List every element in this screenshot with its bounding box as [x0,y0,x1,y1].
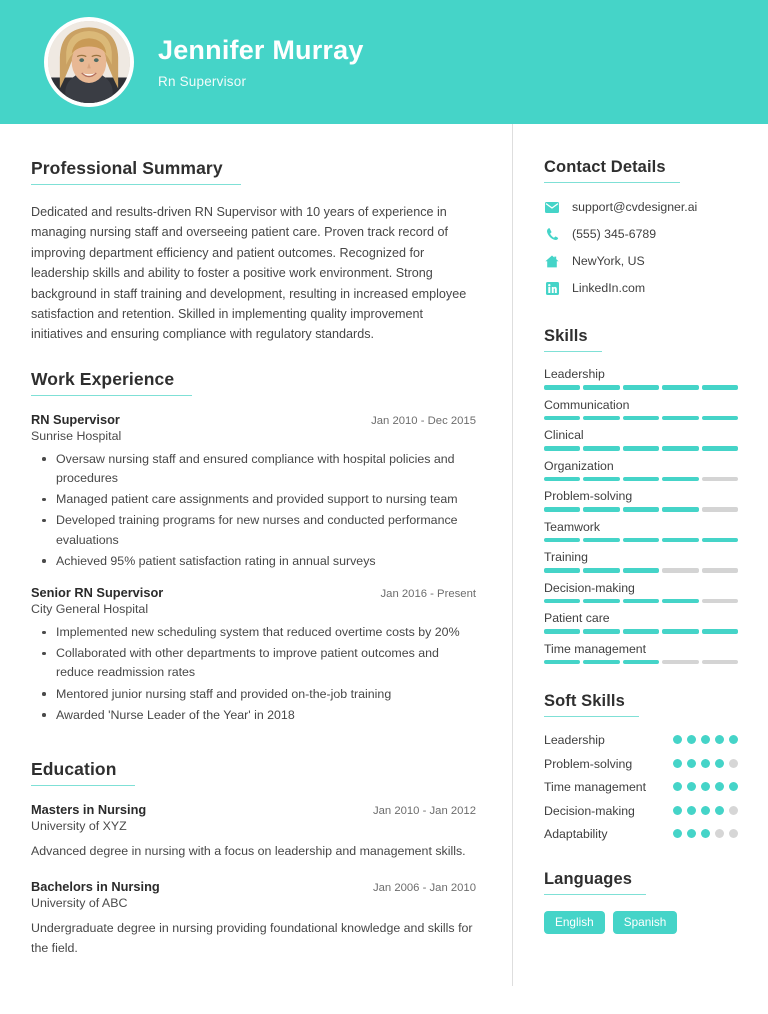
education-entry-organization: University of XYZ [31,819,127,834]
skill-segment [623,538,659,543]
work-entry-organization: Sunrise Hospital [31,428,122,443]
contact-value: support@cvdesigner.ai [572,200,698,214]
soft-skill-name: Time management [544,780,647,795]
education-entry-header [31,879,476,894]
rating-dot [687,782,696,791]
list-item: Oversaw nursing staff and ensured compliance with hospital policies and procedures [56,450,476,488]
skill-row [544,550,738,573]
work-entry-bullets [31,450,476,571]
rating-dot [715,806,724,815]
rating-dot [729,829,738,838]
work-entry [31,412,476,571]
work-entry-bullets [31,623,476,725]
rating-dot [687,759,696,768]
soft-skill-row [544,756,738,773]
rating-dot [701,782,710,791]
linkedin-icon [544,280,560,296]
work-entry-title: Senior RN Supervisor [31,585,164,601]
spacer [544,672,738,692]
skill-segment [702,660,738,665]
skill-row [544,459,738,482]
skill-name: Communication [544,397,630,412]
envelope-icon [544,199,560,215]
full-name: Jennifer Murray [158,35,364,66]
skill-level-bar [544,568,738,573]
soft-skill-name: Decision-making [544,803,635,818]
rating-dot [673,806,682,815]
skill-segment [544,660,580,665]
skill-level-bar [544,538,738,543]
contact-item-linkedin[interactable] [544,280,738,296]
soft-skill-rating [673,756,738,768]
rating-dot [701,759,710,768]
list-item: Achieved 95% patient satisfaction rating in annual surveys [56,552,476,571]
contact-item-phone[interactable] [544,226,738,242]
skill-name: Decision-making [544,580,635,595]
skill-segment [544,629,580,634]
soft-skill-rating [673,826,738,838]
rating-dot [729,735,738,744]
section-contact-details [544,158,738,296]
rating-dot [687,829,696,838]
section-heading-languages: Languages [544,870,646,895]
skill-segment [544,599,580,604]
soft-skill-rating [673,779,738,791]
skill-level-bar [544,416,738,421]
rating-dot [729,759,738,768]
skill-segment [662,538,698,543]
skill-segment [662,385,698,390]
skill-segment [583,538,619,543]
soft-skill-rating [673,732,738,744]
skill-level-bar [544,507,738,512]
education-entry [31,802,476,861]
skill-segment [544,507,580,512]
skill-segment [702,446,738,451]
skill-segment [544,385,580,390]
section-heading-summary: Professional Summary [31,158,241,185]
skill-row [544,398,738,421]
skill-segment [662,660,698,665]
skill-segment [702,416,738,421]
profile-photo [48,21,130,103]
skill-segment [662,477,698,482]
soft-skill-row [544,826,738,843]
soft-skill-row [544,803,738,820]
resume-body [0,124,768,1014]
skill-segment [702,629,738,634]
section-soft-skills [544,692,738,843]
education-entry-title: Masters in Nursing [31,802,147,818]
languages-list [544,911,738,934]
rating-dot [701,735,710,744]
skills-list [544,367,738,664]
skill-segment [583,385,619,390]
rating-dot [729,806,738,815]
section-professional-summary [31,158,476,345]
rating-dot [673,829,682,838]
skill-segment [702,538,738,543]
resume-header [0,0,768,124]
skill-segment [583,599,619,604]
rating-dot [715,829,724,838]
rating-dot [687,806,696,815]
skill-row [544,581,738,604]
skill-level-bar [544,660,738,665]
skill-segment [702,507,738,512]
rating-dot [673,735,682,744]
skill-level-bar [544,629,738,634]
skill-segment [583,477,619,482]
soft-skill-name: Adaptability [544,827,608,842]
skill-segment [702,568,738,573]
spacer [31,345,476,369]
skill-row [544,428,738,451]
education-entry-header [31,802,476,817]
rating-dot [701,829,710,838]
skill-segment [702,385,738,390]
work-entry-title: RN Supervisor [31,411,120,427]
skill-segment [662,416,698,421]
skill-segment [544,568,580,573]
soft-skill-row [544,732,738,749]
skill-segment [662,568,698,573]
skill-segment [544,477,580,482]
skill-name: Patient care [544,611,610,625]
skill-segment [583,416,619,421]
job-title: Rn Supervisor [158,73,247,89]
work-entry-header [31,412,476,427]
section-heading-skills: Skills [544,327,602,352]
list-item: Managed patient care assignments and provided support to nursing team [56,490,476,509]
work-entry [31,585,476,725]
language-chip: English [544,911,605,934]
education-entry-organization: University of ABC [31,896,128,911]
rating-dot [687,735,696,744]
soft-skill-rating [673,803,738,815]
soft-skill-row [544,779,738,796]
skill-segment [583,568,619,573]
contact-item-email[interactable] [544,199,738,215]
spacer [544,850,738,870]
spacer [31,739,476,759]
skill-segment [544,416,580,421]
profile-photo-icon [48,21,130,103]
section-languages [544,870,738,934]
section-heading-education: Education [31,759,135,786]
skill-name: Organization [544,458,614,473]
list-item: Developed training programs for new nurses and conducted performance evaluations [56,511,476,549]
column-divider [512,124,513,986]
skill-segment [702,599,738,604]
education-entries [31,802,476,958]
section-skills [544,327,738,664]
skill-name: Problem-solving [544,489,633,503]
contact-value: (555) 345-6789 [572,227,657,241]
skill-segment [583,446,619,451]
skill-row [544,489,738,512]
sidebar-column [512,124,768,1014]
section-heading-soft-skills: Soft Skills [544,692,639,717]
contact-item-location[interactable] [544,253,738,269]
skill-segment [544,538,580,543]
section-heading-contact: Contact Details [544,158,680,183]
work-entries [31,412,476,725]
skill-segment [662,629,698,634]
education-entry-description: Advanced degree in nursing with a focus on leadership and management skills. [31,844,466,859]
skill-segment [623,599,659,604]
rating-dot [715,782,724,791]
soft-skill-name: Problem-solving [544,756,633,771]
skill-segment [583,507,619,512]
list-item: Awarded 'Nurse Leader of the Year' in 2018 [56,706,476,725]
skill-segment [662,507,698,512]
list-item: Implemented new scheduling system that reduced overtime costs by 20% [56,623,476,642]
skill-name: Time management [544,641,647,656]
education-entry-date: Jan 2010 - Jan 2012 [372,805,476,818]
skill-segment [662,446,698,451]
skill-row [544,611,738,634]
phone-icon [544,226,560,242]
skill-level-bar [544,477,738,482]
work-entry-header [31,585,476,600]
skill-level-bar [544,599,738,604]
skill-segment [623,660,659,665]
skill-segment [623,507,659,512]
skill-name: Training [544,550,588,564]
contact-value: NewYork, US [572,254,645,268]
section-education [31,759,476,958]
skill-level-bar [544,446,738,451]
contact-value: LinkedIn.com [572,281,646,295]
section-heading-work: Work Experience [31,369,192,396]
skill-name: Leadership [544,367,605,381]
skill-segment [623,568,659,573]
home-icon [544,253,560,269]
skill-segment [583,629,619,634]
work-entry-date: Jan 2010 - Dec 2015 [371,414,476,427]
skill-name: Teamwork [544,519,601,534]
skill-level-bar [544,385,738,390]
skill-name: Clinical [544,428,584,442]
header-text [158,35,364,88]
section-work-experience [31,369,476,725]
skill-row [544,642,738,665]
soft-skill-name: Leadership [544,733,605,747]
work-entry-organization: City General Hospital [31,602,149,617]
skill-segment [623,385,659,390]
rating-dot [673,759,682,768]
skill-segment [583,660,619,665]
skill-segment [623,416,659,421]
skill-segment [623,446,659,451]
list-item: Collaborated with other departments to improve patient outcomes and reduce readmission rates [56,644,476,682]
education-entry [31,879,476,958]
skill-segment [544,446,580,451]
skill-segment [662,599,698,604]
work-entry-date: Jan 2016 - Present [380,588,476,601]
education-entry-description: Undergraduate degree in nursing providing foundational knowledge and skills for the field. [31,921,473,955]
summary-text: Dedicated and results-driven RN Supervisor with 10 years of experience in managing nursing staff and overseeing patient care. Proven track record of improving department efficiency and patient outcomes. Recognized for leadership skills and ability to foster a positive work environment. Strong background in staff training and development, resulting in increased employee satisfaction and retention. Skilled in implementing quality improvement initiatives and ensuring compliance with regulatory standards. [31,205,467,342]
skill-row [544,520,738,543]
skill-segment [623,477,659,482]
language-chip: Spanish [613,911,678,934]
spacer [544,307,738,327]
education-entry-title: Bachelors in Nursing [31,879,160,895]
avatar [44,17,134,107]
education-entry-date: Jan 2006 - Jan 2010 [372,882,476,895]
rating-dot [715,735,724,744]
rating-dot [715,759,724,768]
skill-segment [702,477,738,482]
soft-skills-list [544,732,738,843]
skill-row [544,367,738,390]
list-item: Mentored junior nursing staff and provided on-the-job training [56,685,476,704]
rating-dot [729,782,738,791]
rating-dot [673,782,682,791]
skill-segment [623,629,659,634]
rating-dot [701,806,710,815]
main-column [0,124,512,1014]
contact-list [544,199,738,296]
